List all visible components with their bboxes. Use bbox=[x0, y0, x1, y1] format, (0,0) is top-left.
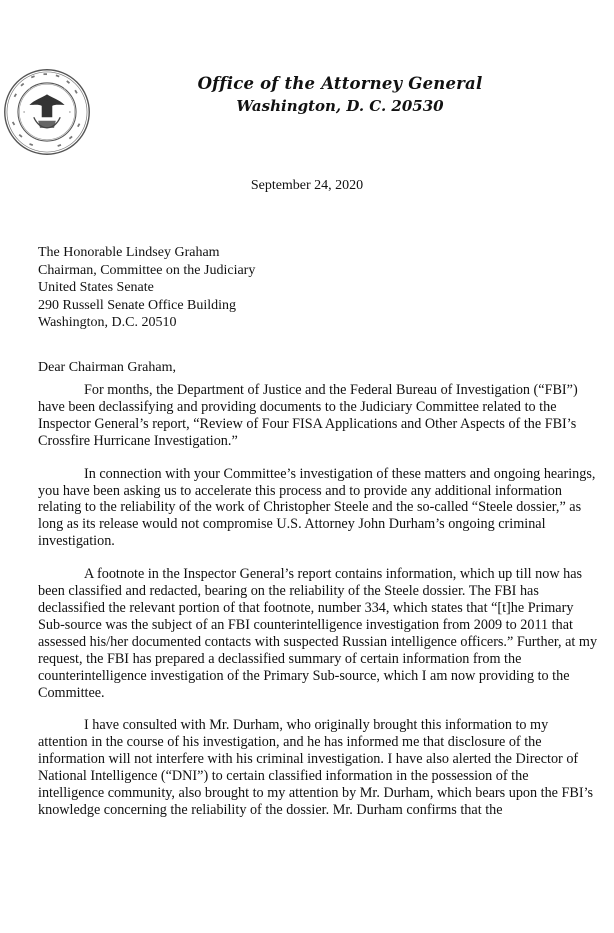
recipient-line: 290 Russell Senate Office Building bbox=[38, 297, 237, 313]
letterhead-address: Washington, D. C. 20530 bbox=[236, 97, 444, 115]
recipient-line: United States Senate bbox=[38, 280, 154, 296]
body-paragraph: In connection with your Committee’s investigation of these matters and ongoing hearings, you have been asking us to accelerate this process and to provide any additional information relating to the reliability of the work of Christopher Steele and the so-called “Steele dossier,” as long as its release would not compromise U.S. Attorney John Durham’s ongoing criminal investigation. bbox=[38, 465, 596, 550]
recipient-line: The Honorable Lindsey Graham bbox=[38, 245, 220, 260]
letterhead-title: Office of the Attorney General bbox=[197, 74, 483, 93]
body-paragraph: I have consulted with Mr. Durham, who originally brought this information to my attention in the course of his investigation, and he has informed me that disclosure of the information will not interfere with his criminal investigation. I have also alerted the Director of National Intelligence (“DNI”) to certain classified information in the possession of the intelligence community, also brought to my attention by Mr. Durham, which bears upon the FBI’s knowledge concerning the reliability of the dossier. Mr. Durham confirms that the bbox=[38, 717, 594, 818]
recipient-line: Chairman, Committee on the Judiciary bbox=[38, 262, 256, 278]
letter-date: September 24, 2020 bbox=[250, 178, 364, 193]
recipient-line: Washington, D.C. 20510 bbox=[38, 315, 177, 331]
recipient-address bbox=[38, 244, 255, 332]
body-paragraph: For months, the Department of Justice and the Federal Bureau of Investigation (“FBI”) have been declassifying and providing documents to the Judiciary Committee related to the Inspector General’s report, “Review of Four FISA Applications and Other Aspects of the FBI’s Crossfire Hurricane Investigation.” bbox=[38, 382, 578, 449]
letter-body bbox=[38, 382, 598, 835]
doj-seal-icon bbox=[3, 68, 91, 156]
body-paragraph: A footnote in the Inspector General’s report contains information, which up till now has been classified and redacted, bearing on the reliability of the Steele dossier. The FBI has declassified the relevant portion of that footnote, number 334, which states that “[t]he Primary Sub-source was the subject of an FBI counterintelligence investigation from 2009 to 2011 that assessed his/her documented contacts with suspected Russian intelligence officers.” Further, at my request, the FBI has prepared a declassified summary of certain information from the counterintelligence investigation of the Primary Sub-source, which I am now providing to the Committee. bbox=[38, 566, 598, 701]
letterhead bbox=[150, 74, 530, 116]
salutation: Dear Chairman Graham, bbox=[38, 360, 176, 375]
